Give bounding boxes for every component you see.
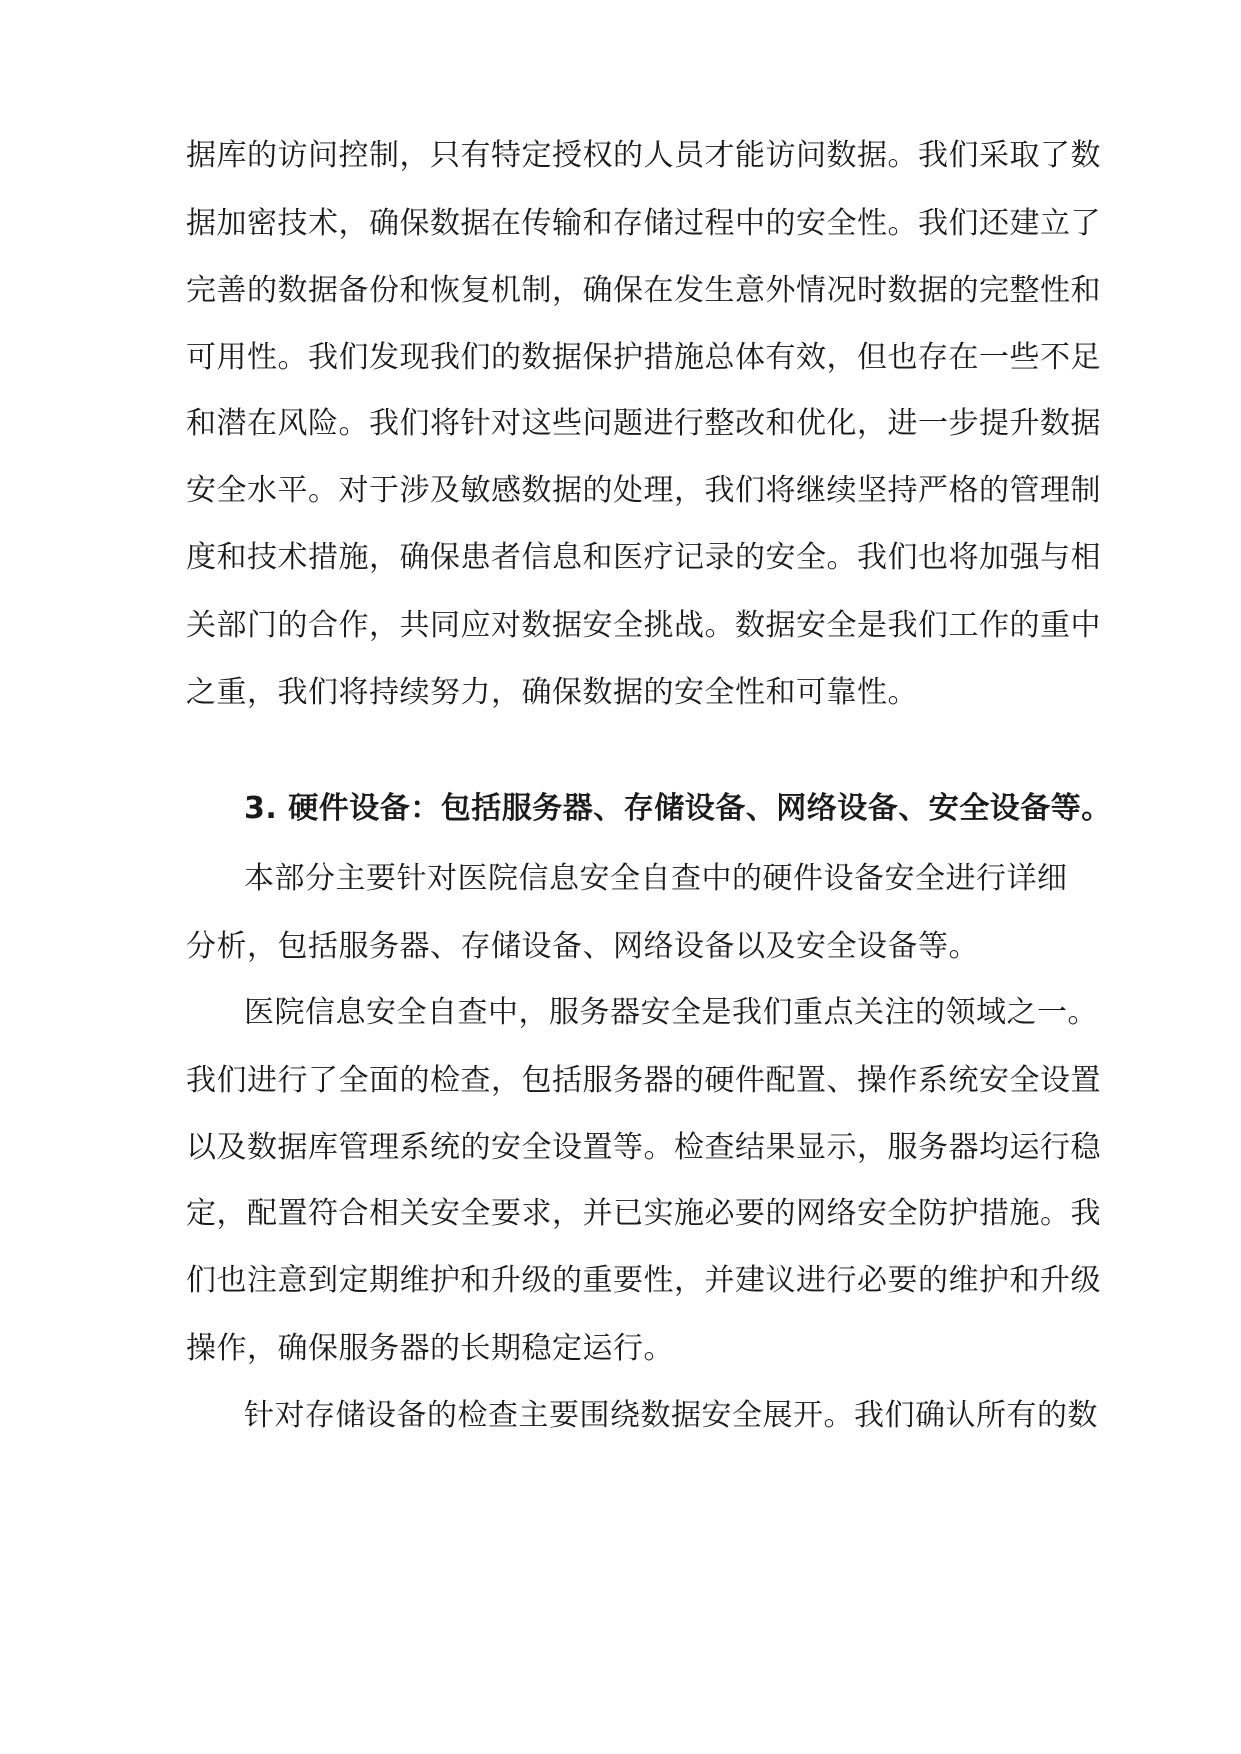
- paragraph-2-line-1: 本部分主要针对医院信息安全自查中的硬件设备安全进行详细: [244, 861, 1068, 896]
- paragraph-3-line-1: 医院信息安全自查中，服务器安全是我们重点关注的领域之一。: [244, 995, 1098, 1030]
- paragraph-3-line-4: 定，配置符合相关安全要求，并已实施必要的网络安全防护措施。我: [186, 1196, 1101, 1231]
- paragraph-1-line-2: 据加密技术，确保数据在传输和存储过程中的安全性。我们还建立了: [186, 206, 1101, 241]
- paragraph-2-line-2: 分析，包括服务器、存储设备、网络设备以及安全设备等。: [186, 929, 979, 964]
- paragraph-1-line-1: 据库的访问控制，只有特定授权的人员才能访问数据。我们采取了数: [186, 138, 1101, 173]
- paragraph-1-line-6: 安全水平。对于涉及敏感数据的处理，我们将继续坚持严格的管理制: [186, 473, 1101, 508]
- paragraph-1-line-8: 关部门的合作，共同应对数据安全挑战。数据安全是我们工作的重中: [186, 608, 1101, 643]
- paragraph-3-line-3: 以及数据库管理系统的安全设置等。检查结果显示，服务器均运行稳: [186, 1130, 1101, 1165]
- section-heading: 3. 硬件设备：包括服务器、存储设备、网络设备、安全设备等。: [244, 791, 1112, 826]
- paragraph-3-line-5: 们也注意到定期维护和升级的重要性，并建议进行必要的维护和升级: [186, 1263, 1101, 1298]
- paragraph-1-line-7: 度和技术措施，确保患者信息和医疗记录的安全。我们也将加强与相: [186, 540, 1101, 575]
- paragraph-1-line-3: 完善的数据备份和恢复机制，确保在发生意外情况时数据的完整性和: [186, 273, 1101, 308]
- paragraph-4-line-1: 针对存储设备的检查主要围绕数据安全展开。我们确认所有的数: [244, 1398, 1098, 1433]
- paragraph-3-line-6: 操作，确保服务器的长期稳定运行。: [186, 1331, 674, 1366]
- paragraph-1-line-4: 可用性。我们发现我们的数据保护措施总体有效，但也存在一些不足: [186, 340, 1101, 375]
- paragraph-1-line-5: 和潜在风险。我们将针对这些问题进行整改和优化，进一步提升数据: [186, 406, 1101, 441]
- paragraph-3-line-2: 我们进行了全面的检查，包括服务器的硬件配置、操作系统安全设置: [186, 1063, 1101, 1098]
- paragraph-1-line-9: 之重，我们将持续努力，确保数据的安全性和可靠性。: [186, 675, 918, 710]
